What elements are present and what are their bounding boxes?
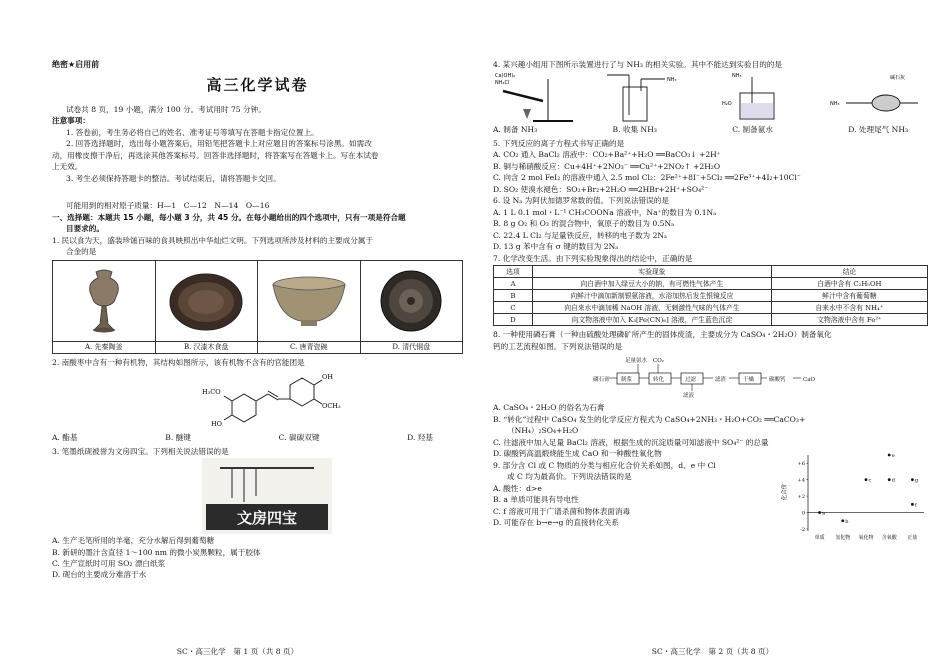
table-cell: D (494, 314, 533, 326)
table-cell: 白酒中含有 C₂H₅OH (771, 278, 927, 290)
page-2 (475, 0, 950, 672)
section-heading-cont: 目要求的。 (66, 224, 104, 234)
image-caption: B. 汉漆木食盘 (156, 341, 258, 353)
table-cell: A (494, 278, 533, 290)
apparatus-b (605, 71, 695, 123)
flow-node: 过滤 (685, 377, 697, 384)
flow-reagent: 足量氨水 (625, 358, 648, 365)
option[interactable]: A. 酸性：d>e (493, 483, 542, 493)
option[interactable]: C. f 溶液可用于广谱杀菌和物体表面消毒 (493, 506, 631, 516)
table-cell: 鲜汁中含有葡萄糖 (771, 290, 927, 302)
chart-point (865, 478, 868, 481)
question-3-image (52, 458, 463, 536)
option[interactable]: A. 生产毛笔所用的羊毫，充分水解后得到葡萄糖 (52, 536, 215, 546)
question-9-stem-cont: 或 C 均为最高价。下列说法错误的是 (507, 472, 632, 482)
option[interactable]: C. 22.4 L Cl₂ 与足量铁反应，转移的电子数为 2Nₐ (493, 230, 667, 240)
table-row[interactable] (494, 314, 928, 326)
image-lacquer-plate (156, 261, 259, 353)
flow-reagent: CO₂ (653, 358, 664, 365)
question-3-stem: 3. 笔墨纸砚被誉为文房四宝。下列相关说法错误的是 (52, 446, 229, 456)
question-7-table (493, 265, 928, 326)
apparatus-c (716, 71, 806, 123)
option[interactable]: B. 铜与稀硝酸反应：Cu+4H⁺+2NO₃⁻ ══Cu²⁺+2NO₂↑ +2H₂O (493, 161, 721, 171)
chart-x-tick: 含氧酸 (881, 534, 897, 541)
page-footer: SC・高三化学 第 1 页（共 8 页） (176, 646, 299, 656)
valence-chart (778, 449, 928, 545)
option[interactable]: B. “转化”过程中 CaSO₄ 发生的化学反应方程式为 CaSO₄+2NH₃・H₂O+CO₂ ══CaCO₃+ (493, 414, 806, 424)
chart-point-label: g (914, 477, 919, 484)
chart-y-tick: +6 (797, 460, 805, 467)
flow-node: 制浆 (621, 377, 633, 384)
option[interactable]: D. SO₂ 使溴水褪色：SO₂+Br₂+2H₂O ══2HBr+2H⁺+SO₄²⁻ (493, 184, 709, 194)
table-cell: C (494, 302, 533, 314)
table-header: 选项 (494, 266, 533, 278)
chart-point (818, 511, 821, 514)
apparatus-label: NH₃ (732, 73, 742, 80)
option[interactable]: D. 可能存在 b→e→g 的直接转化关系 (493, 518, 619, 528)
structure-label-hydroxy: HO (211, 420, 222, 429)
section-heading: 一、选择题：本题共 15 小题，每小题 3 分，共 45 分。在每小题给出的四个选项中，只有一项是符合题 (52, 212, 406, 222)
question-1-stem: 1. 民以食为天，盛装珍馐百味的食具映照出中华灿烂文明。下列选项所涉及材料的主要成分属于 (52, 235, 373, 245)
chart-point-label: d (891, 477, 895, 484)
question-2-stem: 2. 南酸枣中含有一种有机物，其结构如图所示，该有机物不含有的官能团是 (52, 357, 305, 367)
flow-byproduct: 滤液 (683, 393, 695, 400)
question-2-options (52, 433, 463, 442)
structure-label-methoxy: H₃CO (202, 388, 221, 397)
table-cell: 向自来水中滴加稀 NaOH 溶液，无刺激性气味的气体产生 (533, 302, 772, 314)
question-2-structure (52, 369, 463, 431)
chart-point-label: b (845, 518, 849, 525)
flow-node: 转化 (653, 377, 665, 384)
table-header: 结论 (771, 266, 927, 278)
chart-x-tick: 氧化物 (858, 534, 874, 541)
option[interactable]: A. 酯基 (52, 433, 78, 443)
option[interactable]: A. 1 L 0.1 mol・L⁻¹ CH₃COONa 溶液中，Na⁺的数目为 0.1Nₐ (493, 207, 717, 217)
note-line: 3. 考生必须保持答题卡的整洁。考试结束后，请将答题卡交回。 (66, 173, 281, 183)
chart-x-tick: 正盐 (907, 534, 918, 541)
chart-point-label: e (891, 452, 895, 459)
chart-x-tick: 单质 (814, 534, 825, 541)
atomic-masses: 可能用到的相对原子质量：H—1 C—12 N—14 O—16 (66, 201, 270, 211)
table-cell: 文物溶液中含有 Fe²⁺ (771, 314, 927, 326)
flow-node: 碳酸钙 (769, 377, 786, 384)
table-row[interactable] (494, 278, 928, 290)
option[interactable]: D. 砚台的主要成分难溶于水 (52, 570, 147, 580)
option[interactable]: A. 制备 NH₃ (493, 125, 538, 135)
question-9-stem: 9. 部分含 Cl 或 C 物质的分类与相应化合价关系如图，d、e 中 Cl (493, 460, 716, 470)
question-5-stem: 5. 下列反应的离子方程式书写正确的是 (493, 138, 625, 148)
chart-point (841, 519, 844, 522)
apparatus-label: NH₃ (829, 101, 840, 108)
option[interactable]: B. 8 g O₂ 和 O₃ 的混合物中，氧原子的数目为 0.5Nₐ (493, 219, 675, 229)
flow-node: 干燥 (743, 377, 755, 384)
image-pottery-pot (53, 261, 156, 353)
apparatus-label: 碱石灰 (889, 75, 905, 82)
question-8-stem: 8. 一种使用磷石膏（一种由硫酸处理磷矿所产生的固体废渣，主要成分为 CaSO₄・2H₂O）制备氧化 (493, 330, 832, 340)
structure-label-hydroxy: OH (322, 373, 333, 382)
image-bronze-plate (361, 261, 463, 353)
table-header: 实验现象 (533, 266, 772, 278)
flow-node: 磷石膏 (593, 377, 610, 384)
question-8-flowchart (493, 353, 928, 399)
chart-point (888, 453, 891, 456)
chart-y-tick: +2 (797, 493, 805, 500)
image-title-text: 文房四宝 (236, 509, 298, 528)
option[interactable]: C. 向含 2 mol FeI₂ 的溶液中通入 2.5 mol Cl₂：2Fe²⁺+8I⁻+5Cl₂ ══2Fe³⁺+4I₂+10Cl⁻ (493, 173, 801, 183)
flow-node: CaO (803, 377, 815, 384)
chart-y-tick: +4 (797, 477, 805, 484)
question-4-apparatus (493, 71, 928, 123)
option[interactable]: C. 碳碳双键 (278, 433, 320, 443)
table-row[interactable] (494, 290, 928, 302)
chart-point-label: c (868, 477, 872, 484)
note-line: 上无效。 (52, 162, 83, 172)
confidential-mark: 绝密★启用前 (52, 60, 100, 69)
chart-point (911, 478, 914, 481)
note-line: 1. 答卷前，考生务必将自己的姓名、准考证号等填写在答题卡指定位置上。 (66, 127, 319, 137)
option-cont: （NH₄）₂SO₄+H₂O (507, 426, 579, 436)
apparatus-label: Ca(OH)₂ (495, 73, 516, 80)
option[interactable]: C. 往滤液中加入足量 BaCl₂ 溶液，根据生成的沉淀质量可知滤液中 SO₄²⁻ 的总量 (493, 437, 769, 447)
image-celadon-bowl (258, 261, 361, 353)
option[interactable]: B. 收集 NH₃ (612, 125, 657, 135)
option[interactable]: B. 新研的墨汁含直径 1～100 nm 的微小炭黑颗粒，属于胶体 (52, 547, 261, 557)
chart-point (911, 503, 914, 506)
question-4-options (493, 125, 928, 134)
apparatus-label: NH₄Cl (495, 80, 510, 87)
option[interactable]: A. CaSO₄・2H₂O 的俗名为石膏 (493, 403, 605, 413)
image-caption: C. 唐青瓷碗 (258, 341, 360, 353)
option[interactable]: B. a 单质可能具有导电性 (493, 495, 579, 505)
structure-label-methoxy: OCH₃ (322, 402, 341, 411)
option[interactable]: D. 羟基 (407, 433, 433, 443)
note-line: 2. 回答选择题时，选出每小题答案后，用铅笔把答题卡上对应题目的答案标号涂黑。如需改 (66, 139, 372, 149)
table-cell: 向白酒中加入绿豆大小的钠，有可燃性气体产生 (533, 278, 772, 290)
question-1-images (52, 260, 463, 354)
exam-intro: 试卷共 8 页，19 小题，满分 100 分。考试用时 75 分钟。 (66, 104, 266, 114)
apparatus-d (828, 71, 928, 123)
table-row[interactable] (494, 302, 928, 314)
chart-point-label: f (914, 502, 917, 509)
apparatus-a (493, 71, 583, 123)
option[interactable]: D. 13 g 苯中含有 σ 键的数目为 2Nₐ (493, 242, 619, 252)
exam-title: 高三化学试卷 (206, 76, 309, 94)
chart-point-label: a (822, 510, 826, 517)
note-line: 动，用橡皮擦干净后，再选涂其他答案标号。回答非选择题时，将答案写在答题卡上。写在本试卷 (52, 150, 379, 160)
chart-y-tick: 0 (801, 510, 805, 517)
apparatus-label: NH₃ (666, 77, 677, 84)
notes-title: 注意事项： (52, 116, 90, 126)
table-cell: 向文物溶液中加入 K₃[Fe(CN)₆] 溶液，产生蓝色沉淀 (533, 314, 772, 326)
question-4-stem: 4. 某兴趣小组用下图所示装置进行了与 NH₃ 的相关实验。其中不能达到实验目的的是 (493, 60, 782, 69)
chart-y-label: 化合价 (782, 483, 788, 500)
table-header-row (494, 266, 928, 278)
option[interactable]: C. 制备氨水 (732, 125, 773, 135)
image-caption: A. 先秦陶釜 (53, 341, 155, 353)
option[interactable]: C. 生产宣纸时可用 SO₂ 漂白纸浆 (52, 558, 166, 568)
table-cell: 自来水中不含有 NH₄⁺ (771, 302, 927, 314)
option[interactable]: B. 醚键 (165, 433, 191, 443)
question-7-stem: 7. 化学改变生活。由下列实验现象得出的结论中，正确的是 (493, 253, 693, 263)
table-cell: B (494, 290, 533, 302)
flow-node: 滤渣 (715, 377, 727, 384)
option[interactable]: D. 碳酸钙高温煅烧能生成 CaO 和一种酸性氧化物 (493, 449, 662, 459)
page-footer: SC・高三化学 第 2 页（共 8 页） (651, 646, 774, 656)
question-6-stem: 6. 设 Nₐ 为阿伏加德罗常数的值。下列说法错误的是 (493, 196, 669, 206)
option[interactable]: A. CO₂ 通入 BaCl₂ 溶液中：CO₂+Ba²⁺+H₂O ══BaCO₃↓ +2H⁺ (493, 150, 721, 160)
image-caption: D. 清代铜盘 (361, 341, 463, 353)
chart-y-tick: -2 (800, 526, 805, 533)
option[interactable]: D. 处理尾气 NH₃ (848, 125, 908, 135)
question-1-stem-cont: 合金的是 (66, 247, 97, 257)
question-8-stem-cont: 钙的工艺流程如图。下列说法错误的是 (493, 341, 623, 351)
table-cell: 向鲜汁中滴加新制银氨溶液，水浴加热后发生银镜反应 (533, 290, 772, 302)
chart-point (888, 478, 891, 481)
chart-x-tick: 氢化物 (835, 534, 851, 541)
apparatus-label: H₂O (722, 101, 733, 108)
